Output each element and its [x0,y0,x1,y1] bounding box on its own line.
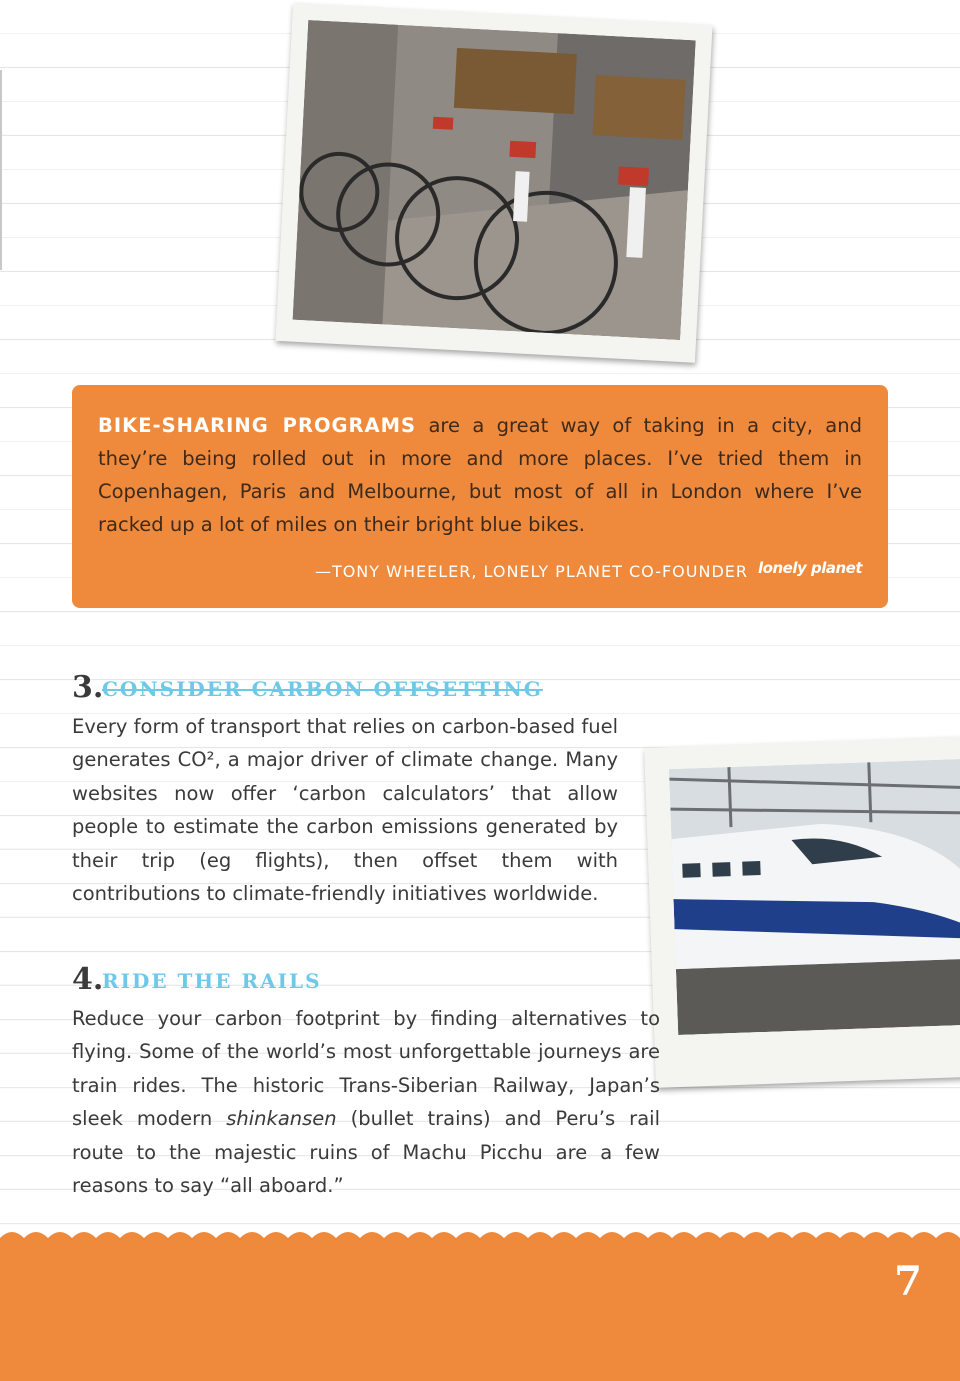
page-number: 7 [894,1258,922,1305]
bicycles-image [293,20,696,340]
margin-tick [0,70,2,270]
bullet-train-photo [644,736,960,1088]
section-body: Every form of transport that relies on carbon-based fuel generates CO², a major driver of climate change. Many websites now offer ‘carbon calculators’ that allow people to estimate the carbon emissions generated by their trip (eg flights), then offset them with contributions to climate-friendly initiatives worldwide. [72,715,618,906]
section-number: 4. [72,962,104,997]
bicycles-photo [275,3,712,363]
callout-body: are a great way of taking in a city, and they’re being rolled out in more and more places. I’ve tried them in Copenhagen, Paris and Melbourne, but most of all in London where I’ve racked up a lot of miles on their bright blue bikes. [98,414,862,536]
scallop-edge [0,1224,960,1240]
body-part: (bullet trains) and Peru’s rail route to the majestic ruins of Machu Picchu are a few reasons to say “all aboard.” [72,1107,660,1198]
section-title: RIDE THE RAILS [102,969,322,993]
section-body [72,1002,660,1202]
section-ride-the-rails [72,962,660,1202]
callout-lead: BIKE-SHARING PROGRAMS [98,414,417,437]
lonely-planet-logo: lonely planet [758,559,862,577]
callout-attribution: —TONY WHEELER, LONELY PLANET CO-FOUNDER [314,562,748,581]
section-carbon-offsetting [72,670,618,910]
section-number: 3. [72,670,104,705]
section-heading [72,962,660,1002]
callout-text [98,409,862,541]
section-title: CONSIDER CARBON OFFSETTING [102,677,543,701]
footer-band [0,1238,960,1381]
emphasis-shinkansen: shinkansen [226,1107,337,1131]
bullet-train-image [669,758,960,1035]
section-heading [72,670,618,710]
body-part: Reduce your carbon footprint by finding alternatives to flying. Some of the world’s most unforgettable journeys are train rides. The historic Trans-Siberian Railway, Japan’s sleek modern [72,1007,660,1131]
callout-quote [72,385,888,608]
